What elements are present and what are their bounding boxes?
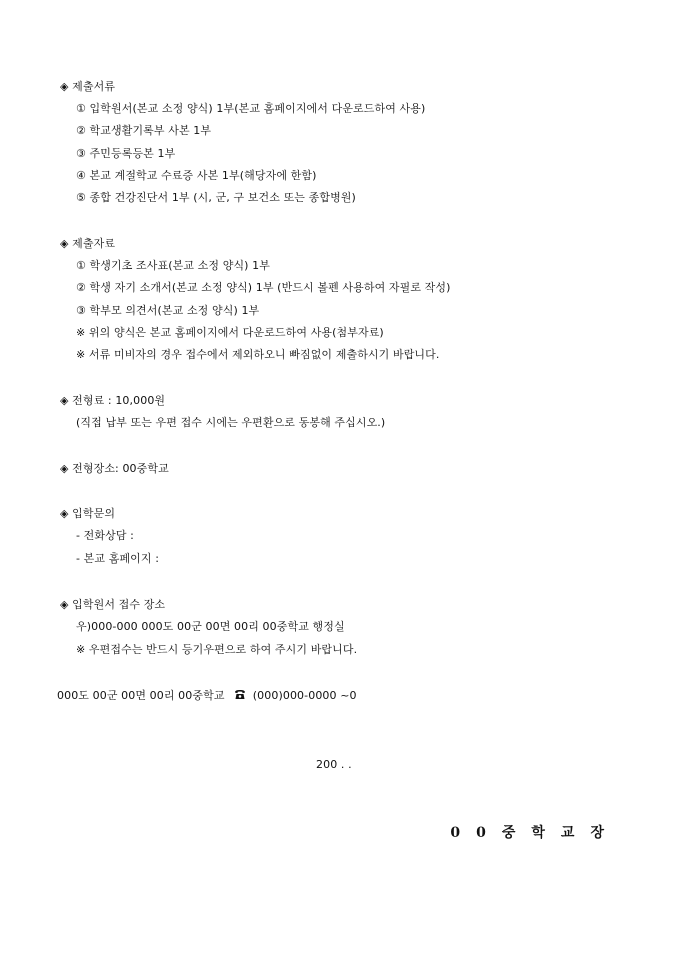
principal-signature: 00중학교장: [450, 825, 620, 841]
document-item-1: ① 입학원서(본교 소정 양식) 1부(본교 홈페이지에서 다운로드하여 사용): [76, 102, 426, 115]
section-heading-documents: ◈ 제출서류: [60, 80, 116, 93]
material-note-2: ※ 서류 미비자의 경우 접수에서 제외하오니 빠짐없이 제출하시기 바랍니다.: [76, 348, 440, 361]
document-item-2: ② 학교생활기록부 사본 1부: [76, 124, 212, 137]
submission-note: ※ 우편접수는 반드시 등기우편으로 하여 주시기 바랍니다.: [76, 643, 358, 656]
fee-note: (직접 납부 또는 우편 접수 시에는 우편환으로 동봉해 주십시오.): [76, 416, 386, 429]
section-heading-submission-place: ◈ 입학원서 접수 장소: [60, 598, 166, 611]
telephone-icon: [234, 689, 246, 700]
inquiry-homepage: - 본교 홈페이지 :: [76, 552, 160, 565]
section-heading-fee: ◈ 전형료 : 10,000원: [60, 394, 166, 407]
inquiry-phone: - 전화상담 :: [76, 529, 134, 542]
section-heading-venue: ◈ 전형장소: 00중학교: [60, 462, 169, 475]
section-heading-materials: ◈ 제출자료: [60, 237, 116, 250]
material-item-3: ③ 학부모 의견서(본교 소정 양식) 1부: [76, 304, 260, 317]
section-heading-inquiry: ◈ 입학문의: [60, 507, 116, 520]
document-date: 200 . .: [316, 758, 352, 771]
submission-address: 우)000-000 000도 00군 00면 00리 00중학교 행정실: [76, 620, 345, 633]
footer-phone: (000)000-0000 ~0: [252, 689, 357, 702]
footer: [57, 689, 357, 703]
footer-address: 000도 00군 00면 00리 00중학교: [57, 689, 225, 702]
document-item-4: ④ 본교 계절학교 수료증 사본 1부(해당자에 한함): [76, 169, 317, 182]
material-item-2: ② 학생 자기 소개서(본교 소정 양식) 1부 (반드시 볼펜 사용하여 자필로 작성): [76, 281, 451, 294]
document-item-3: ③ 주민등록등본 1부: [76, 147, 176, 160]
material-note-1: ※ 위의 양식은 본교 홈페이지에서 다운로드하여 사용(첨부자료): [76, 326, 384, 339]
material-item-1: ① 학생기초 조사표(본교 소정 양식) 1부: [76, 259, 270, 272]
document-item-5: ⑤ 종합 건강진단서 1부 (시, 군, 구 보건소 또는 종합병원): [76, 191, 356, 204]
